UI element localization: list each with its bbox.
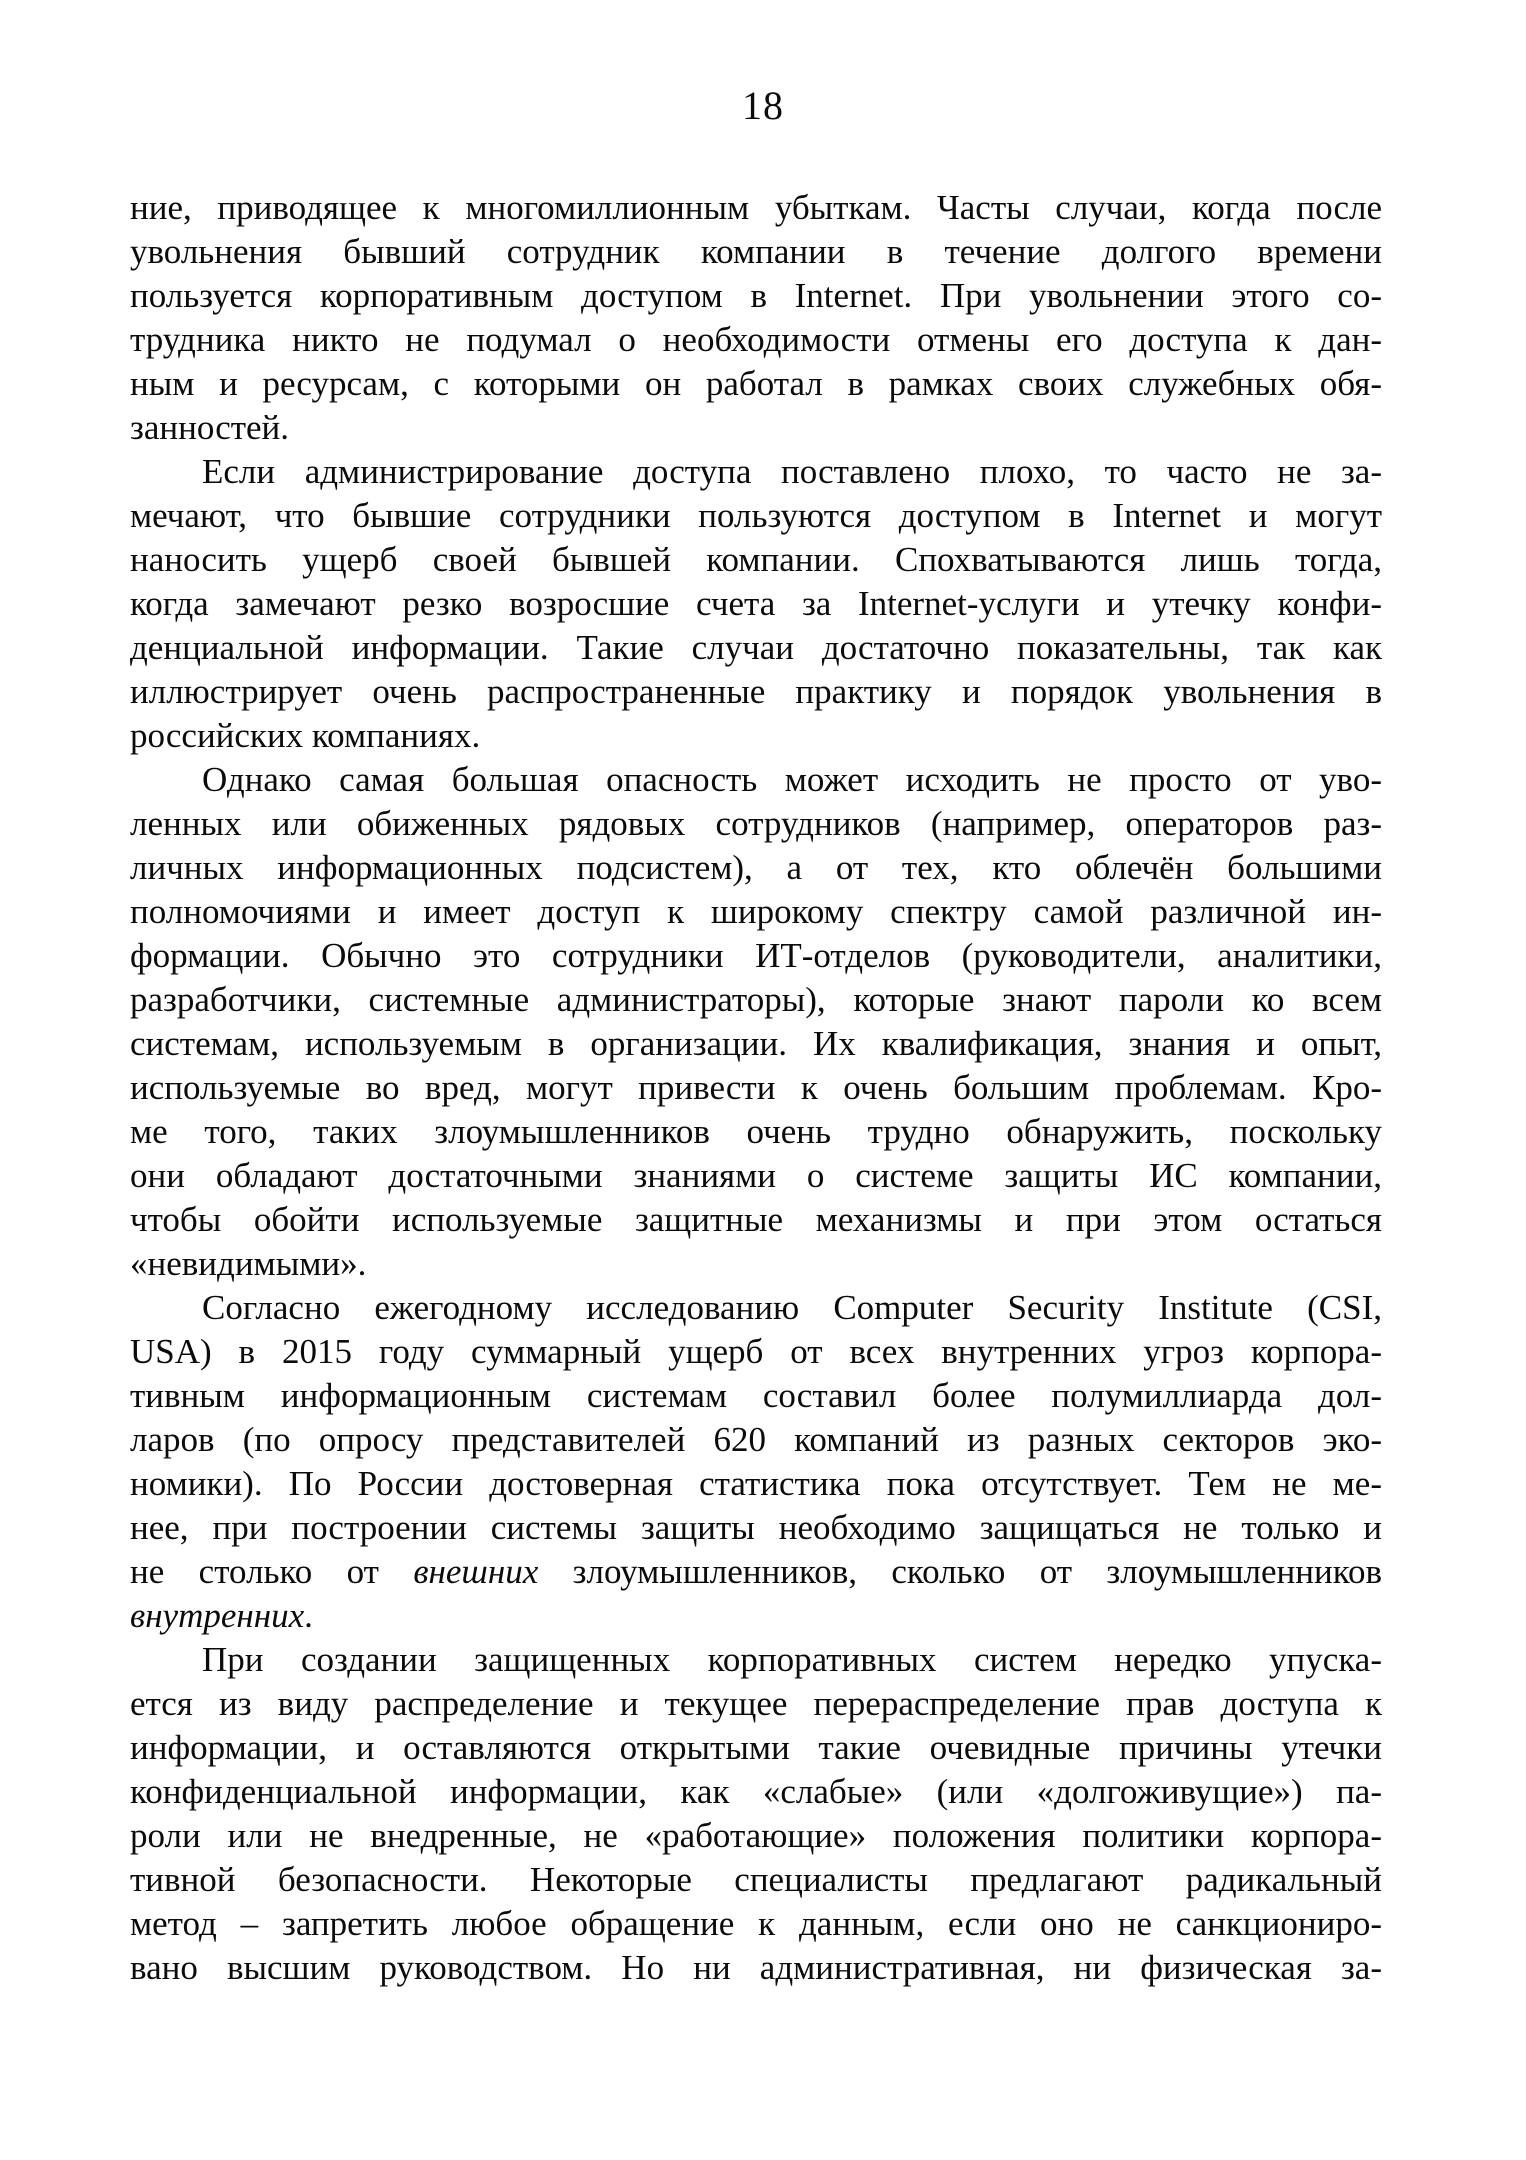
text-line	[130, 1330, 1382, 1374]
text-run: Если администрирование доступа поставлено плохо, то часто не за-	[202, 452, 1382, 491]
text-line	[130, 1418, 1382, 1462]
text-run: наносить ущерб своей бывшей компании. Спохватываются лишь тогда,	[130, 540, 1382, 579]
text-line	[130, 1550, 1382, 1594]
text-line	[130, 1770, 1382, 1814]
text-run: они обладают достаточными знаниями о системе защиты ИС компании,	[130, 1156, 1382, 1195]
italic-text-run: внутренних	[130, 1596, 305, 1635]
paragraph	[130, 758, 1382, 1286]
paragraph	[130, 186, 1382, 450]
text-line	[130, 1506, 1382, 1550]
text-line	[130, 362, 1382, 406]
text-line	[130, 1022, 1382, 1066]
text-line	[130, 934, 1382, 978]
text-line	[130, 1814, 1382, 1858]
text-line	[130, 450, 1382, 494]
text-line	[130, 582, 1382, 626]
text-run: метод – запретить любое обращение к данным, если оно не санкциониро-	[130, 1904, 1382, 1943]
text-run: занностей.	[130, 408, 290, 447]
text-line	[130, 670, 1382, 714]
text-run: тивной безопасности. Некоторые специалисты предлагают радикальный	[130, 1860, 1382, 1899]
text-run: вано высшим руководством. Но ни административная, ни физическая за-	[130, 1948, 1382, 1987]
text-line	[130, 1374, 1382, 1418]
text-line	[130, 978, 1382, 1022]
page-number: 18	[742, 83, 784, 128]
text-line	[130, 890, 1382, 934]
text-run: формации. Обычно это сотрудники ИТ-отделов (руководители, аналитики,	[130, 936, 1382, 975]
text-run: При создании защищенных корпоративных систем нередко упуска-	[202, 1640, 1382, 1679]
text-run: денциальной информации. Такие случаи достаточно показательны, так как	[130, 628, 1382, 667]
text-line	[130, 274, 1382, 318]
text-run: чтобы обойти используемые защитные механизмы и при этом остаться	[130, 1200, 1382, 1239]
text-run: пользуется корпоративным доступом в Internet. При увольнении этого со-	[130, 276, 1382, 315]
text-line	[130, 1110, 1382, 1154]
text-line	[130, 494, 1382, 538]
paragraph	[130, 1638, 1382, 1990]
text-line	[130, 802, 1382, 846]
text-run: конфиденциальной информации, как «слабые» (или «долгоживущие») па-	[130, 1772, 1382, 1811]
text-run: личных информационных подсистем), а от тех, кто облечён большими	[130, 848, 1382, 887]
text-line	[130, 1726, 1382, 1770]
text-line	[130, 230, 1382, 274]
text-line	[130, 318, 1382, 362]
text-run: разработчики, системные администраторы), которые знают пароли ко всем	[130, 980, 1382, 1019]
text-run: Согласно ежегодному исследованию Computer Security Institute (CSI,	[202, 1288, 1382, 1327]
text-run: роли или не внедренные, не «работающие» положения политики корпора-	[130, 1816, 1382, 1855]
text-run: информации, и оставляются открытыми такие очевидные причины утечки	[130, 1728, 1382, 1767]
text-run: номики). По России достоверная статистика пока отсутствует. Тем не ме-	[130, 1464, 1382, 1503]
text-run: злоумышленников, сколько от злоумышленников	[538, 1552, 1382, 1591]
text-line	[130, 626, 1382, 670]
text-run: нее, при построении системы защиты необходимо защищаться не только и	[130, 1508, 1382, 1547]
italic-text-run: внешних	[413, 1552, 539, 1591]
text-line	[130, 1066, 1382, 1110]
text-line	[130, 186, 1382, 230]
text-line	[130, 406, 1382, 450]
text-line	[130, 1946, 1382, 1990]
text-line	[130, 1902, 1382, 1946]
text-run: ленных или обиженных рядовых сотрудников (например, операторов раз-	[130, 804, 1382, 843]
text-run: системам, используемым в организации. Их квалификация, знания и опыт,	[130, 1024, 1382, 1063]
text-run: мечают, что бывшие сотрудники пользуются доступом в Internet и могут	[130, 496, 1382, 535]
text-line	[130, 846, 1382, 890]
paragraph	[130, 450, 1382, 758]
text-line	[130, 1638, 1382, 1682]
text-line	[130, 1682, 1382, 1726]
text-line	[130, 1462, 1382, 1506]
text-run: Однако самая большая опасность может исходить не просто от уво-	[202, 760, 1382, 799]
text-line	[130, 714, 1382, 758]
text-run: полномочиями и имеет доступ к широкому спектру самой различной ин-	[130, 892, 1382, 931]
text-run: ние, приводящее к многомиллионным убыткам. Часты случаи, когда после	[130, 188, 1382, 227]
text-run: используемые во вред, могут привести к очень большим проблемам. Кро-	[130, 1068, 1382, 1107]
text-line	[130, 538, 1382, 582]
text-run: иллюстрирует очень распространенные практику и порядок увольнения в	[130, 672, 1382, 711]
body-text	[130, 186, 1382, 1990]
paragraph	[130, 1286, 1382, 1638]
text-run: «невидимыми».	[130, 1244, 367, 1283]
text-run: тивным информационным системам составил более полумиллиарда дол-	[130, 1376, 1382, 1415]
text-line	[130, 758, 1382, 802]
text-line	[130, 1594, 1382, 1638]
text-run: ме того, таких злоумышленников очень трудно обнаружить, поскольку	[130, 1112, 1382, 1151]
text-line	[130, 1154, 1382, 1198]
text-run: не столько от	[130, 1552, 414, 1591]
text-line	[130, 1286, 1382, 1330]
text-run: ется из виду распределение и текущее перераспределение прав доступа к	[130, 1684, 1382, 1723]
text-line	[130, 1198, 1382, 1242]
text-run: ным и ресурсам, с которыми он работал в рамках своих служебных обя-	[130, 364, 1382, 403]
text-line	[130, 1242, 1382, 1286]
text-run: российских компаниях.	[130, 716, 481, 755]
text-run: USA) в 2015 году суммарный ущерб от всех внутренних угроз корпора-	[130, 1332, 1382, 1371]
text-run: ларов (по опросу представителей 620 компаний из разных секторов эко-	[130, 1420, 1382, 1459]
text-run: увольнения бывший сотрудник компании в течение долгого времени	[130, 232, 1382, 271]
text-run: когда замечают резко возросшие счета за Internet-услуги и утечку конфи-	[130, 584, 1382, 623]
text-line	[130, 1858, 1382, 1902]
text-run: .	[304, 1596, 313, 1635]
text-run: трудника никто не подумал о необходимости отмены его доступа к дан-	[130, 320, 1382, 359]
